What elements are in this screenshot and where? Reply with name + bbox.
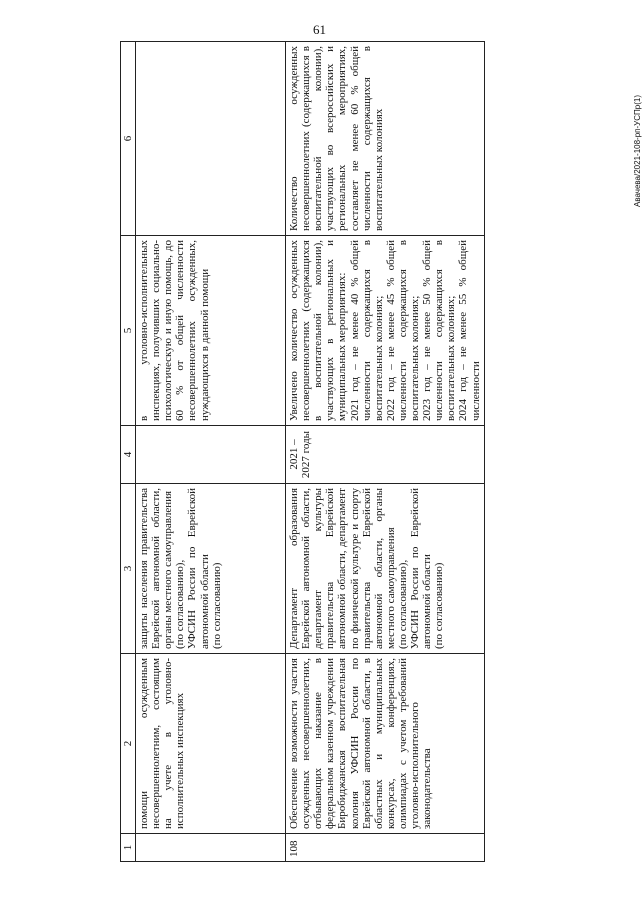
result-cell: Увеличено количество осужденных несовершеннолетних (содержащихся в воспитательной колонии), участвующих в региональных и муниципальных мероприятиях: 2021 год – не менее 40 % общей численности содержащихся в воспитательных колониях; 2022 год – не менее 45 % общей численности содержащихся в воспитательных колониях; 2023 год – не менее 50 % общей численности содержащихся в воспитательных колониях; 2024 год – не менее 55 % общей численности bbox=[286, 236, 485, 426]
column-header: 2 bbox=[121, 654, 136, 834]
column-header: 5 bbox=[121, 236, 136, 426]
table-header-row bbox=[121, 42, 136, 862]
rotated-table-page bbox=[120, 42, 620, 862]
term-cell bbox=[136, 426, 286, 484]
row-number-cell bbox=[136, 834, 286, 862]
column-header: 3 bbox=[121, 484, 136, 654]
result-cell: в уголовно-исполнительных инспекциях, получивших социально-психологическую и иную помощь, до 60 % от общей численности несовершеннолетних осужденных, нуждающихся в данной помощи bbox=[136, 236, 286, 426]
document-reference-note: Авачева/2021-108-рп-УСПр(1) bbox=[633, 95, 642, 207]
measure-cell: Обеспечение возможности участия осужденных несовершеннолетних, отбывающих наказание в федеральном казенном учреждении Биробиджанская воспитательная колония УФСИН России по Еврейской автономной области, в областных и муниципальных конкурсах, конференциях, олимпиадах с учетом требований уголовно-исполнительного законодательства bbox=[286, 654, 485, 834]
table-row bbox=[136, 42, 286, 862]
executors-cell: защиты населения правительства Еврейской автономной области, органы местного самоуправления (по согласованию), УФСИН России по Еврейской автономной области (по согласованию) bbox=[136, 484, 286, 654]
page-number: 61 bbox=[313, 22, 326, 37]
row-number-cell: 108 bbox=[286, 834, 485, 862]
column-header: 6 bbox=[121, 42, 136, 236]
term-cell: 2021 – 2027 годы bbox=[286, 426, 485, 484]
indicator-cell: Количество осужденных несовершеннолетних (содержащихся в воспитательной колонии), участвующих во всероссийских и региональных мероприятиях, составляет не менее 60 % общей численности содержащихся в воспитательных колониях bbox=[286, 42, 485, 236]
executors-cell: Департамент образования Еврейской автономной области, департамент культуры правительства Еврейской автономной области, департамент по физической культуре и спорту правительства Еврейской автономной области, органы местного самоуправления (по согласованию), УФСИН России по Еврейской автономной области (по согласованию) bbox=[286, 484, 485, 654]
indicator-cell bbox=[136, 42, 286, 236]
measures-table bbox=[120, 41, 485, 862]
column-header: 4 bbox=[121, 426, 136, 484]
measure-cell: помощи осужденным несовершеннолетним, состоящим на учете в уголовно-исполнительных инспекциях bbox=[136, 654, 286, 834]
table-row bbox=[286, 42, 485, 862]
column-header: 1 bbox=[121, 834, 136, 862]
